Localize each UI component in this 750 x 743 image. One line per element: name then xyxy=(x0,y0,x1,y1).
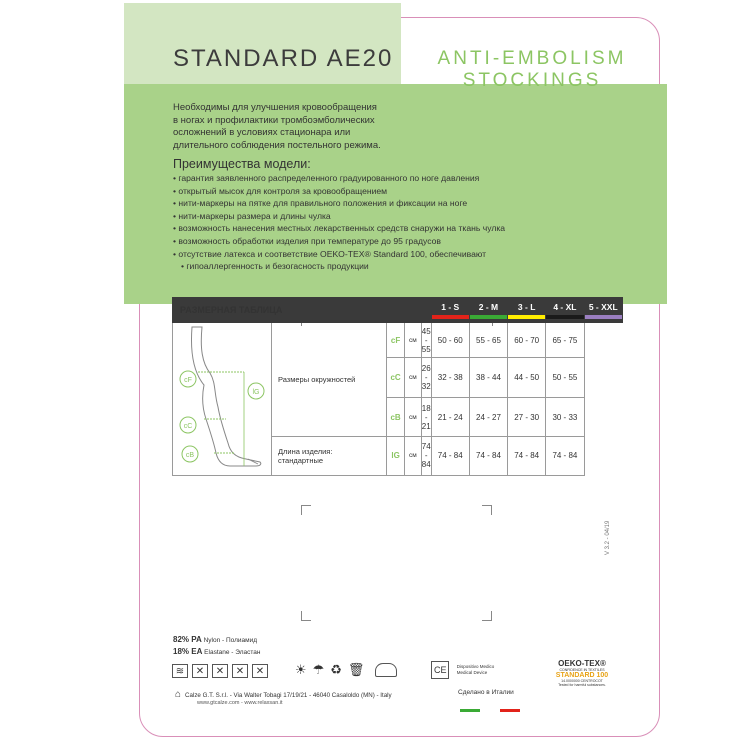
length-label-line-1: Длина изделия: xyxy=(277,446,333,456)
table-row xyxy=(173,323,623,358)
measure-code: cF xyxy=(387,323,405,358)
table-cell: 74 - 84 xyxy=(508,436,546,475)
italy-flag-stripes xyxy=(460,699,530,702)
size-color-bar xyxy=(432,315,469,319)
composition-pa: 82% PA xyxy=(173,635,202,644)
leg-diagram-cell xyxy=(173,323,272,476)
product-subtitle xyxy=(432,48,632,92)
no-bleach-icon: ✕ xyxy=(192,664,208,678)
table-cell: 65 - 75 xyxy=(546,323,584,358)
table-cell: 18 - 21 xyxy=(421,398,431,436)
ce-text-2: Medical Device xyxy=(456,670,488,675)
table-cell: 24 - 27 xyxy=(469,398,507,436)
made-in-italy: Сделано в Италии xyxy=(458,689,514,696)
advantage-item: • нити-маркеры на пятке для правильного положения и фиксации на ноге xyxy=(173,197,613,210)
measure-code: cC xyxy=(387,358,405,398)
size-header: 1 - S xyxy=(431,298,469,323)
size-color-bar xyxy=(585,315,622,319)
oeko-tex-badge xyxy=(547,659,617,687)
advantage-item-continued: • гипоаллергенность и безогасность продукции xyxy=(173,260,613,273)
unit-cell: см xyxy=(404,358,421,398)
composition xyxy=(173,634,260,658)
composition-ea: 18% EA xyxy=(173,647,203,656)
size-color-bar xyxy=(470,315,507,319)
table-cell: 21 - 24 xyxy=(431,398,469,436)
wash-95-icon: ≋ xyxy=(172,664,188,678)
length-label xyxy=(271,436,386,475)
unit-cell: см xyxy=(404,398,421,436)
leg-diagram xyxy=(174,323,270,473)
websites: www.gtcalze.com - www.relaxsan.it xyxy=(197,700,283,706)
cf-marker-label: cF xyxy=(184,377,192,384)
label-corner-mark xyxy=(301,611,311,621)
subtitle-line-1: ANTI-EMBOLISM xyxy=(437,48,627,69)
size-header: 4 - XL xyxy=(546,298,584,323)
size-color-bar xyxy=(546,315,583,319)
advantage-item: • открытый мысок для контроля за кровообращением xyxy=(173,185,613,198)
advantage-item: • возможность обработки изделия при температуре до 95 градусов xyxy=(173,235,613,248)
table-cell: 60 - 70 xyxy=(508,323,546,358)
advantage-item: • нити-маркеры размера и длины чулка xyxy=(173,210,613,223)
label-corner-mark xyxy=(301,505,311,515)
size-table-title: РАЗМЕРНАЯ ТАБЛИЦА xyxy=(173,298,432,323)
advantage-item: • отсутствие латекса и соответствие OEKO-TEX® Standard 100, обеспечивают xyxy=(173,248,613,261)
oeko-code: 14.0000000 CENTROCOT xyxy=(561,679,603,683)
table-cell: 74 - 84 xyxy=(431,436,469,475)
keep-from-sun-icon: ☀ xyxy=(294,662,307,678)
size-header: 5 - XXL xyxy=(584,298,622,323)
ce-mark-icon: CE xyxy=(431,661,449,679)
oeko-tested: Tested for harmful substances. xyxy=(558,683,606,687)
product-title: STANDARD AE20 xyxy=(173,45,394,72)
unit-cell: см xyxy=(404,436,421,475)
oeko-title: OEKO-TEX® xyxy=(558,659,606,668)
table-cell: 74 - 84 xyxy=(469,436,507,475)
table-cell: 26 - 32 xyxy=(421,358,431,398)
advantage-item: • гарантия заявленного распределенного градуированного по ноге давления xyxy=(173,172,613,185)
measure-code: cB xyxy=(387,398,405,436)
size-color-bar xyxy=(508,315,545,319)
intro-line: Необходимы для улучшения кровообращения xyxy=(173,102,377,113)
subtitle-line-2: STOCKINGS xyxy=(462,70,602,91)
advantages-list xyxy=(173,172,613,273)
table-cell: 74 - 84 xyxy=(421,436,431,475)
factory-icon: ⌂ xyxy=(175,689,182,700)
label-corner-mark xyxy=(482,505,492,515)
intro-line: длительного соблюдения постельного режима. xyxy=(173,139,381,151)
composition-pa-text: Nylon - Полиамид xyxy=(203,637,258,644)
table-cell: 50 - 60 xyxy=(431,323,469,358)
intro-line: осложнений в условиях стационара или xyxy=(173,127,351,138)
size-header: 2 - M xyxy=(469,298,507,323)
manufacturer-text: Calze G.T. S.r.l. - Via Walter Tobagi 17/19/21 - 46040 Casaloldo (MN) - Italy xyxy=(185,692,392,699)
ce-text xyxy=(457,664,495,676)
size-header: 3 - L xyxy=(508,298,546,323)
table-cell: 55 - 65 xyxy=(469,323,507,358)
length-label-line-2: стандартные xyxy=(277,455,324,465)
table-cell: 38 - 44 xyxy=(469,358,507,398)
table-cell: 50 - 55 xyxy=(546,358,584,398)
intro-line: в ногах и профилактики тромбоэмболических xyxy=(173,114,375,126)
oeko-sub: CONFIDENCE IN TEXTILES xyxy=(559,668,605,672)
table-cell: 32 - 38 xyxy=(431,358,469,398)
unit-cell: см xyxy=(404,323,421,358)
oeko-standard: STANDARD 100 xyxy=(555,672,609,679)
manufacturer xyxy=(175,689,392,700)
care-icons xyxy=(172,661,494,679)
latex-free-icon xyxy=(375,663,397,677)
keep-dry-icon: ☂ xyxy=(312,662,325,678)
size-table xyxy=(172,297,623,476)
size-table-header-row xyxy=(173,298,623,323)
label-corner-mark xyxy=(482,611,492,621)
no-tumble-dry-icon: ✕ xyxy=(252,664,268,678)
table-cell: 74 - 84 xyxy=(546,436,584,475)
measure-code: lG xyxy=(387,436,405,475)
cb-marker-label: cB xyxy=(185,452,195,459)
circumference-label: Размеры окружностей xyxy=(271,323,386,437)
table-cell: 45 - 55 xyxy=(421,323,431,358)
no-iron-icon: ✕ xyxy=(212,664,228,678)
lg-marker-label: lG xyxy=(252,389,260,396)
table-cell: 27 - 30 xyxy=(508,398,546,436)
recycle-icon: ♻ xyxy=(330,662,342,678)
cc-marker-label: cC xyxy=(183,423,193,430)
composition-ea-text: Elastane - Эластан xyxy=(204,649,261,656)
intro-text xyxy=(173,102,423,152)
ce-text-1: Dispositivo Medico xyxy=(456,664,495,669)
advantage-item: • возможность нанесения местных лекарственных средств снаружи на ткань чулка xyxy=(173,222,613,235)
bin-icon: 🗑 xyxy=(347,662,365,678)
advantages-heading: Преимущества модели: xyxy=(173,157,311,171)
table-cell: 30 - 33 xyxy=(546,398,584,436)
no-dryclean-icon: ✕ xyxy=(232,664,248,678)
version-code: V 3.2 - 04/19 xyxy=(605,520,611,555)
table-cell: 44 - 50 xyxy=(508,358,546,398)
